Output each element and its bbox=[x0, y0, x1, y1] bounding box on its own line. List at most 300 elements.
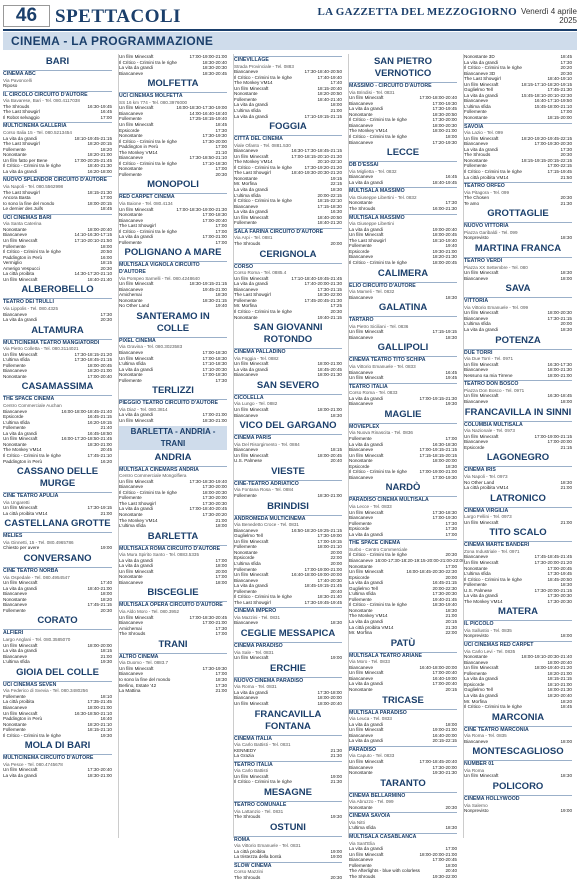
film-title: Nonprevisto bbox=[464, 633, 489, 639]
showtimes: 17:35-21:45 bbox=[87, 699, 112, 705]
film-title: Il Critico - Crimini tra le righe bbox=[349, 133, 407, 139]
showtimes: 18:00-20:00 bbox=[87, 642, 112, 648]
film-title: Follemente bbox=[234, 220, 257, 226]
showtimes: 18:00-21:00 bbox=[317, 406, 342, 412]
film-title: Nonprevisto bbox=[464, 235, 489, 241]
showtimes: 17:40 bbox=[330, 80, 342, 86]
cinema-address: Via Pitagora - Tel. 099 bbox=[464, 189, 510, 195]
film-title: La vita da grandi bbox=[3, 135, 37, 141]
showtime-row bbox=[3, 169, 112, 175]
film-title: Nonostante bbox=[3, 152, 27, 158]
cinema-name: NUOVO VITTORIA bbox=[464, 222, 572, 230]
city-heading: NARDÒ bbox=[385, 482, 421, 494]
cinema-address: Via Lecce - Tel. 0833 bbox=[349, 504, 392, 509]
film-title: La vita da grandi bbox=[349, 846, 383, 852]
showtime-row bbox=[3, 733, 112, 739]
film-title: Epsicorde bbox=[349, 463, 370, 469]
cinema-name: TEATRO VERDI bbox=[464, 257, 572, 265]
cinema-address: Via Mazzini - Tel. 0831 bbox=[234, 614, 281, 620]
showtimes: 18:00-21:10 bbox=[317, 544, 342, 550]
film-title: Il Critico - Crimini tra le righe bbox=[3, 163, 61, 169]
showtimes: 18:00-20:30 bbox=[202, 489, 227, 495]
showtimes: 21:00 bbox=[215, 517, 227, 523]
showtime-row bbox=[3, 459, 112, 465]
film-title: Un film Minecraft bbox=[464, 433, 499, 439]
film-title: Nonostante bbox=[349, 607, 373, 613]
showtimes: 20:20 bbox=[560, 65, 572, 71]
film-title: The Afterlights - blue with colorless bbox=[349, 868, 420, 874]
film-title: Follemente bbox=[464, 163, 487, 169]
showtimes: 16:20-19:15 bbox=[87, 419, 112, 425]
showtimes: 20:30 bbox=[560, 152, 572, 158]
cinema-name: CINE TEATRO NORBA bbox=[3, 567, 112, 575]
film-title: Nonostante bbox=[349, 686, 373, 692]
showtimes: 16:00-18:45-20:30-22:30 bbox=[406, 569, 457, 575]
showtimes: 18:30 bbox=[445, 334, 457, 340]
film-title: Follemente bbox=[119, 495, 142, 501]
cinema-name: PIXEL CINEMA bbox=[119, 337, 227, 345]
showtimes: 18:30-20:45 bbox=[202, 70, 227, 76]
film-title: Biancaneve bbox=[349, 664, 374, 670]
film-title: Biancaneve 3D bbox=[464, 70, 496, 76]
cinema-address: Corso Roma - Tel. 0833 bbox=[349, 390, 398, 396]
film-title: Il Critico - Crimini tra le righe bbox=[464, 576, 522, 582]
film-title: Biancaneve bbox=[234, 527, 259, 533]
showtimes: 17:00 bbox=[100, 114, 112, 120]
film-title: Berlino, Estate '42 bbox=[119, 682, 157, 688]
showtimes: 18:30-19:40 bbox=[432, 602, 457, 608]
showtimes: 17:30-18:30-19:40 bbox=[189, 478, 227, 484]
page-header bbox=[3, 2, 577, 32]
film-title: Follemente bbox=[234, 566, 257, 572]
cinema-address: SS 16 km 774 - Tel. 080.3976000 bbox=[119, 99, 188, 105]
showtime-row bbox=[349, 805, 457, 811]
film-title: The Last Showgirl bbox=[464, 76, 501, 82]
cinema-address: Via Due Torri - Tel. 0971 bbox=[464, 356, 514, 362]
cinema-name: RED CARPET CINEMA bbox=[119, 193, 227, 201]
film-title: Un film Minecraft bbox=[349, 851, 384, 857]
film-title: Un film Minecraft bbox=[464, 393, 499, 399]
showtime-row bbox=[349, 140, 457, 146]
cinema-name: PIEGGIO TEATRO CIRCUITO D'AUTORE bbox=[119, 399, 227, 407]
showtimes: 18:00-19:40-21:20 bbox=[534, 665, 572, 671]
showtimes: 18:20-21:00 bbox=[87, 152, 112, 158]
film-title: The Shrouds bbox=[464, 152, 491, 158]
showtimes: 18:00 bbox=[560, 275, 572, 281]
showtimes: 17:10-20:30 bbox=[202, 366, 227, 372]
film-title: The Chosen bbox=[464, 195, 490, 201]
film-title: Un film Minecraft bbox=[234, 655, 269, 661]
cinema-name: MULTISALA ROMA CIRCUITO D'AUTORE bbox=[119, 545, 227, 553]
showtimes: 17:30-18:00 bbox=[317, 689, 342, 695]
showtimes: 17:00-18:15-20:10-21:30 bbox=[291, 153, 342, 159]
film-title: Il Critico - Crimini tra le righe bbox=[349, 602, 407, 608]
film-title: Follemente bbox=[3, 727, 26, 733]
cinema-name: MULTICINEMA TEATRO MANGIATORDI bbox=[3, 339, 112, 347]
cinema-name: PARADISO CINEMA MULTISALA bbox=[349, 496, 457, 504]
film-title: Biancaneve bbox=[3, 408, 28, 414]
showtimes: 21:00 bbox=[100, 653, 112, 659]
film-title: La vita da grandi bbox=[464, 327, 498, 333]
showtimes: 18:30-21:15 bbox=[202, 297, 227, 303]
city-heading: ERCHIE bbox=[270, 662, 306, 674]
film-title: Follemente bbox=[349, 243, 372, 249]
showtimes: 16:45 bbox=[445, 369, 457, 375]
city-heading: MONOPOLI bbox=[147, 179, 199, 191]
showtimes: 18:30 bbox=[560, 327, 572, 333]
cinema-name: MULTISALA OPERA CIRCUITO D'AUTORE bbox=[119, 601, 227, 609]
showtime-row bbox=[119, 71, 227, 77]
film-title: Nonostante 3D bbox=[464, 54, 495, 59]
header-rule bbox=[3, 29, 577, 31]
showtimes: 17:25 bbox=[330, 303, 342, 309]
showtimes: 18:00-21:00 bbox=[547, 372, 572, 378]
film-title: The Last Showgirl bbox=[3, 141, 40, 147]
showtimes: 16:40-18:00-20:00 bbox=[419, 664, 457, 670]
city-heading: TRANI bbox=[158, 638, 188, 650]
film-title: Biancaneve bbox=[464, 659, 489, 665]
film-title: Biancaneve bbox=[349, 401, 374, 407]
film-title: Biancaneve bbox=[464, 439, 489, 445]
film-title: Il Critico - Crimini tra le righe bbox=[234, 308, 292, 314]
showtimes: 19:30 bbox=[445, 401, 457, 407]
film-title: The Last Showgirl bbox=[119, 223, 156, 229]
film-title: L'ultima sfida bbox=[464, 103, 491, 109]
showtimes: 18:20-20:40 bbox=[547, 693, 572, 698]
city-heading: FRANCAVILLA FONTANA bbox=[254, 708, 322, 732]
showtimes: 18:40-20:50 bbox=[317, 214, 342, 220]
showtimes: 18:20-21:00 bbox=[547, 670, 572, 676]
listing-column-5 bbox=[463, 54, 572, 838]
showtimes: 17:00-22:15 bbox=[547, 163, 572, 169]
showtime-row bbox=[234, 655, 342, 661]
film-title: Nonprevisto bbox=[464, 808, 489, 814]
city-heading: POTENZA bbox=[495, 334, 541, 346]
showtimes: 17:30-19:30 bbox=[202, 665, 227, 671]
film-title: Paddington in Perù bbox=[3, 458, 43, 464]
cinema-name: MULTISALA MASSIMO bbox=[349, 214, 457, 222]
cinema-address: Via Aldo Moro - Tel. 080.3952 bbox=[119, 609, 180, 615]
film-title: Un film Minecraft bbox=[234, 214, 269, 220]
cinema-name: UCI CINEMAS BARI bbox=[3, 214, 112, 222]
showtimes: 18:00-20:45 bbox=[432, 232, 457, 238]
showtimes: 21:30 bbox=[445, 624, 457, 630]
film-title: Epsicorde bbox=[349, 574, 370, 580]
cinema-name: CINEMA MARTE BANDERI bbox=[464, 541, 572, 549]
film-title: La vita da grandi bbox=[349, 106, 383, 112]
film-title: Un film Minecraft bbox=[119, 568, 154, 574]
showtimes: 18:00-20:00 bbox=[317, 695, 342, 701]
city-heading: MONTESCAGLIOSO bbox=[472, 746, 564, 758]
city-heading: POLIGNANO A MARE bbox=[124, 247, 222, 259]
showtimes: 17:00 bbox=[445, 436, 457, 442]
film-title: Te amo bbox=[464, 200, 480, 206]
film-title: Nonostante bbox=[234, 314, 258, 320]
film-title: Follemente bbox=[119, 116, 142, 122]
film-title: Nonostante bbox=[3, 373, 27, 379]
showtimes: 17:40 bbox=[100, 580, 112, 586]
film-title: Biancaneve bbox=[349, 474, 374, 480]
cinema-name: MULTISALA VIGNOLA CIRCUITO D'AUTORE bbox=[119, 261, 227, 275]
showtimes: 17:30 bbox=[215, 625, 227, 631]
cinema-address: Via Bavarese, Bari - Tel. 080.4117038 bbox=[3, 98, 80, 104]
showtimes: 17:40-20:00-21:30 bbox=[304, 281, 342, 287]
film-title: Un film Minecraft bbox=[3, 710, 38, 716]
cinema-address: Via Salerno bbox=[464, 802, 488, 808]
film-title: Biancaneve bbox=[234, 577, 259, 583]
city-heading: GALATINA bbox=[378, 302, 428, 314]
showtimes: 18:15 bbox=[100, 648, 112, 654]
showtime-row bbox=[464, 327, 572, 333]
cinema-name: THE SPACE CINEMA bbox=[3, 395, 112, 403]
film-title: Un film Minecraft bbox=[464, 559, 499, 565]
cinema-address: Via Foggia - Tel. 0882 bbox=[234, 355, 279, 361]
cinema-address: Via Moro - Tel. 0833 bbox=[349, 659, 390, 665]
showtimes: 17:00-20:45 bbox=[432, 857, 457, 863]
film-title: Biancaneve bbox=[464, 738, 489, 744]
film-title: Mr. Morfina bbox=[234, 181, 257, 187]
showtimes: 18:00 bbox=[560, 738, 572, 744]
showtimes: 18:30 bbox=[560, 773, 572, 779]
film-title: La vita da grandi bbox=[349, 580, 383, 586]
film-title: Un film Minecraft bbox=[234, 153, 269, 159]
film-title: La vita da grandi bbox=[349, 179, 383, 185]
film-title: Biancaneve bbox=[119, 350, 144, 356]
showtimes: 18:20-20:15 bbox=[87, 141, 112, 147]
showtimes: 20:15 bbox=[445, 618, 457, 624]
city-heading: SAN GIOVANNI ROTONDO bbox=[253, 322, 323, 346]
city-heading: SAN SEVERO bbox=[256, 379, 320, 391]
city-heading: SANTERAMO IN COLLE bbox=[136, 310, 210, 334]
listing-column-1 bbox=[3, 54, 112, 838]
showtimes: 17:20-19:30 bbox=[432, 139, 457, 145]
film-title: Biancaneve bbox=[3, 591, 28, 597]
film-title: Riposo bbox=[3, 83, 18, 89]
programme-band: CINEMA - LA PROGRAMMAZIONE bbox=[3, 32, 577, 50]
cinema-name: MULTISALA CINEMARS ANDRIA bbox=[119, 466, 227, 474]
showtimes: 17:15-18:15-20:15 bbox=[419, 452, 457, 458]
film-title: Un film Minecraft bbox=[234, 85, 269, 91]
film-title: Biancaneve bbox=[234, 447, 259, 453]
film-title: Nonostante bbox=[119, 297, 143, 303]
showtime-row bbox=[234, 315, 342, 321]
film-title: Nonostante bbox=[349, 458, 373, 464]
film-title: Nonostante bbox=[234, 175, 258, 181]
film-title: The Last Showgirl bbox=[3, 109, 40, 115]
cinema-name: TARTARO bbox=[349, 316, 457, 324]
city-heading: CONVERSANO bbox=[23, 553, 92, 565]
cinema-address: Via Caputo - Tel. 0833 bbox=[349, 753, 395, 759]
showtimes: 18:20-21:00 bbox=[87, 368, 112, 374]
film-title: Biancaneve bbox=[234, 620, 259, 626]
showtime-row bbox=[349, 874, 457, 880]
film-title: Un film Minecraft bbox=[119, 206, 154, 212]
city-heading: MESAGNE bbox=[263, 786, 313, 798]
cinema-address: Via Sant'Elia bbox=[349, 840, 375, 846]
showtimes: 17:30 bbox=[560, 146, 572, 152]
film-title: No Other Land bbox=[464, 479, 495, 485]
film-title: Biancaneve bbox=[119, 155, 144, 161]
city-heading: MOLFETTA bbox=[147, 78, 199, 90]
showtimes: 16:00-17:30-18:20-19:15-20:00-21:00-22:00 bbox=[375, 557, 465, 563]
showtimes: 18:15-21:15 bbox=[547, 676, 572, 682]
showtimes: 19:00 bbox=[560, 808, 572, 814]
showtimes: 16:30-18:50-21:10 bbox=[74, 710, 112, 716]
showtimes: 20:30 bbox=[100, 607, 112, 613]
cinema-address: Via Pietro Colletta - Tel. 080.3114021 bbox=[3, 346, 79, 352]
showtime-row bbox=[464, 373, 572, 379]
film-title: Mr. Morfina bbox=[234, 303, 257, 309]
city-heading: ANDRIA bbox=[154, 451, 192, 463]
film-title: Biancaneve bbox=[234, 372, 259, 378]
film-title: La vita da grandi bbox=[234, 102, 268, 108]
cinema-address: Via Santa Caterina bbox=[3, 221, 42, 227]
showtimes: 17:30-20:30 bbox=[202, 500, 227, 506]
film-title: Biancaneve bbox=[234, 69, 259, 75]
cinema-address: Via Mura Spirito Santo - Tel. 0883.5335 bbox=[119, 552, 200, 558]
showtimes: 17:15-18:30 bbox=[317, 203, 342, 209]
film-title: The Shrouds bbox=[234, 875, 261, 881]
film-title: Nonostante bbox=[119, 212, 143, 218]
cinema-name: PARADISO bbox=[349, 746, 457, 754]
showtime-row bbox=[349, 295, 457, 301]
cinema-name: UCI CINEMAS SEVEN bbox=[3, 681, 112, 689]
film-title: Il Critico - Crimini tra le righe bbox=[119, 138, 177, 144]
cinema-name: ROMA bbox=[234, 836, 342, 844]
showtimes: 18:40-21:30 bbox=[87, 163, 112, 169]
film-title: Il Critico - Crimini tra le righe bbox=[119, 228, 177, 234]
showtimes: 18:15 bbox=[100, 260, 112, 266]
showtime-row bbox=[234, 854, 342, 860]
showtimes: 17:30-20:00-21:20 bbox=[534, 559, 572, 565]
cinema-name: ALFIERI bbox=[3, 629, 112, 637]
showtime-row bbox=[464, 115, 572, 121]
city-heading: VIESTE bbox=[271, 465, 305, 477]
showtimes: 19:00 bbox=[330, 655, 342, 661]
film-title: Epsicorde bbox=[349, 526, 370, 532]
film-title: Biancaneve bbox=[349, 294, 374, 300]
cinema-name: CINEMA PARADISO bbox=[234, 642, 342, 650]
film-title: Biancaneve bbox=[234, 412, 259, 418]
film-title: Un film Minecraft bbox=[349, 727, 384, 733]
showtimes: 17:30-20:00 bbox=[202, 495, 227, 501]
film-title: Biancaneve bbox=[349, 732, 374, 738]
cinema-name: CICOLELLA bbox=[234, 394, 342, 402]
showtimes: 18:00-20:40 bbox=[87, 226, 112, 232]
showtimes: 18:20-20:50 bbox=[317, 91, 342, 97]
cinema-name: SLOW CINEMA bbox=[234, 862, 342, 870]
film-title: Follemente bbox=[119, 239, 142, 245]
film-title: The Shrouds bbox=[234, 814, 261, 820]
showtimes: 17:00-18:40-20:45 bbox=[189, 506, 227, 512]
film-title: Guglielmo Tell bbox=[349, 585, 378, 591]
film-title: Un film Minecraft bbox=[119, 121, 154, 127]
film-title: L'ultima sfida bbox=[234, 560, 261, 566]
showtimes: 18:20 bbox=[560, 698, 572, 704]
film-title: The Monkey VM14 bbox=[119, 149, 158, 155]
film-title: Un film Minecraft bbox=[3, 276, 38, 282]
film-title: La vita da grandi bbox=[349, 531, 383, 537]
cinema-address: Via Leuca - Tel. 0833 bbox=[349, 716, 392, 722]
film-title: La città proibita VM14 bbox=[464, 174, 509, 180]
showtimes: 17:40-20:30 bbox=[317, 577, 342, 583]
film-title: Nonostante bbox=[119, 133, 143, 139]
cinema-name: CINE-TEATRO ADRIATICO bbox=[234, 480, 342, 488]
showtimes: 17:00-19:15-21:15 bbox=[419, 447, 457, 453]
film-title: Un film Minecraft bbox=[119, 105, 154, 111]
showtimes: 17:30-20:30 bbox=[547, 593, 572, 599]
film-title: Un film Minecraft bbox=[349, 329, 384, 335]
film-title: KENNEDY bbox=[234, 747, 257, 753]
cinema-name: NUOVO CINEMA PARADISO bbox=[234, 677, 342, 685]
film-title: Vermiglio bbox=[3, 260, 22, 266]
showtimes: 18:30-20:50 bbox=[432, 111, 457, 117]
showtimes: 15:45-18:00-21:10 bbox=[534, 103, 572, 109]
showtimes: 17:10-19:15-21:15 bbox=[304, 113, 342, 119]
showtimes: 17:40-19:40 bbox=[317, 74, 342, 80]
showtimes: 19:30-21:30 bbox=[432, 770, 457, 776]
film-title: Amichemai bbox=[119, 292, 142, 298]
showtimes: 16:45-21:15 bbox=[87, 414, 112, 420]
cinema-address: Via Lungo - Tel. 0882 bbox=[234, 401, 278, 407]
showtimes: 17:30 bbox=[215, 682, 227, 688]
cinema-address: Piazza XX Settembre - Tel. 080 bbox=[464, 264, 528, 270]
showtimes: 17:30 bbox=[215, 127, 227, 133]
film-title: Biancaneve bbox=[349, 515, 374, 521]
showtimes: 16:40-17:10-19:50 bbox=[534, 98, 572, 104]
showtime-row bbox=[234, 458, 342, 464]
film-title: Biancaneve bbox=[119, 286, 144, 292]
showtimes: 20:00 bbox=[330, 549, 342, 555]
cinema-address: Via Ginnetti, 15 - Tel. 080.4965786 bbox=[3, 539, 74, 545]
film-title: Epsicorde bbox=[234, 555, 255, 561]
city-heading: LAGONEGRO bbox=[486, 452, 550, 464]
film-title: Biancaneve bbox=[349, 369, 374, 375]
showtimes: 20:15-22:15 bbox=[432, 738, 457, 744]
showtimes: 19:00 bbox=[330, 773, 342, 779]
showtimes: 18:15-19:15-20:15-22:15 bbox=[521, 157, 572, 163]
film-title: Biancaneve bbox=[464, 554, 489, 560]
film-title: Biancaneve bbox=[464, 315, 489, 321]
showtimes: 19:30 bbox=[100, 659, 112, 665]
film-title: Nonostante bbox=[349, 804, 373, 810]
showtimes: 18:20-21:10 bbox=[87, 721, 112, 727]
showtimes: 18:30 bbox=[330, 187, 342, 193]
film-title: The Shrouds bbox=[349, 873, 376, 879]
showtimes: 17:00 bbox=[215, 228, 227, 234]
film-title: Un film Minecraft bbox=[234, 361, 269, 367]
showtimes: 16:00 bbox=[100, 254, 112, 260]
cinema-name: MULTISALA MASSIMO bbox=[349, 187, 457, 195]
showtimes: 19:30-22:00 bbox=[432, 873, 457, 879]
city-heading: MATERA bbox=[498, 606, 538, 618]
cinema-name: MELIES bbox=[3, 532, 112, 540]
showtime-row bbox=[3, 545, 112, 551]
cinema-address: Corso Roma - Tel. 0885.4 bbox=[234, 270, 287, 276]
showtimes: 21:50 bbox=[560, 174, 572, 180]
film-title: Biancaneve bbox=[349, 857, 374, 863]
showtime-row bbox=[349, 475, 457, 481]
cinema-name: CINEMA ITALIA bbox=[234, 735, 342, 743]
showtime-row bbox=[464, 704, 572, 710]
film-title: Un film Minecraft bbox=[3, 436, 38, 442]
showtimes: 17:45-18:45-21:45 bbox=[534, 554, 572, 560]
showtime-row bbox=[464, 633, 572, 639]
film-title: La vita da grandi bbox=[234, 281, 268, 287]
showtimes: 20:10-22:10 bbox=[317, 159, 342, 165]
listing-column-4 bbox=[348, 54, 465, 879]
cinema-name: CINEVILLAGE bbox=[234, 56, 342, 64]
